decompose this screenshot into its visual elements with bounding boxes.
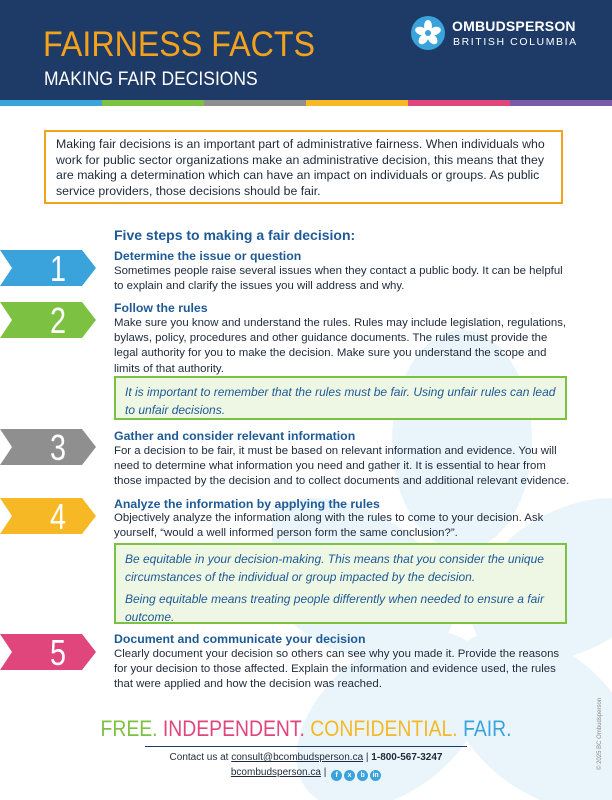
step-2-body: Make sure you know and understand the rules. Rules may include legislation, regulations, bylaws, policy, procedures and other guidance documents. The rules must provide the legal authority for you to make the decision. Make sure you understand the scope and limits of that authority. xyxy=(114,317,567,375)
step-3-title: Gather and consider relevant information xyxy=(114,429,356,443)
step-5-body: Clearly document your decision so others can see why you made it. Provide the reasons for your decision to those affected. Explain the information and evidence used, the rules that were applied and how the decision was reached. xyxy=(114,648,560,691)
website-link[interactable]: bcombudsperson.ca xyxy=(230,767,321,778)
bluesky-icon[interactable]: b xyxy=(357,770,368,781)
color-stripe-green xyxy=(102,100,204,106)
tagline-confidential: CONFIDENTIAL. xyxy=(310,716,458,741)
contact-separator: | xyxy=(365,752,369,763)
tagline-fair: FAIR. xyxy=(463,716,512,741)
color-stripe-yellow xyxy=(306,100,408,106)
step-5-number: 5 xyxy=(50,632,67,673)
step-4-arrow-icon xyxy=(0,496,96,537)
tagline xyxy=(37,718,576,740)
color-stripe-purple xyxy=(510,100,612,106)
equitable-note-text-2: Being equitable means treating people differently when needed to ensure a fair outcome. xyxy=(125,592,544,624)
rules-note-text: It is important to remember that the rules must be fair. Using unfair rules can lead to unfair decisions. xyxy=(125,385,556,417)
color-stripe-pink xyxy=(408,100,510,106)
logo-subtitle: BRITISH COLUMBIA xyxy=(453,36,578,48)
facebook-icon[interactable]: f xyxy=(331,770,342,781)
step-4-title: Analyze the information by applying the rules xyxy=(114,497,380,511)
step-4-body: Objectively analyze the information along with the rules to come to your decision. Ask yourself, “would a well informed person form the same conclusion?”. xyxy=(114,512,544,540)
rules-note-box xyxy=(114,376,567,420)
step-5-arrow-icon xyxy=(0,632,96,673)
step-5-title: Document and communicate your decision xyxy=(114,632,366,646)
color-stripe-gray xyxy=(204,100,306,106)
contact-line xyxy=(0,752,612,763)
step-3-number: 3 xyxy=(50,427,67,468)
intro-box: Making fair decisions is an important part of administrative fairness. When individuals who work for public sector organizations make an administrative decision, this means that they are making a determination which can have an impact on individuals or groups. As public service providers, those decisions should be fair. xyxy=(44,130,563,204)
equitable-note-text-1: Be equitable in your decision-making. This means that you consider the unique circumstances of the individual or group impacted by the decision. xyxy=(125,552,544,584)
step-3-body: For a decision to be fair, it must be based on relevant information and evidence. You will need to determine what information you need and gather it. It is essential to hear from those impacted by the decision and to collect documents and additional relevant evidence. xyxy=(114,445,570,488)
web-separator: | xyxy=(323,767,327,778)
page-subtitle: MAKING FAIR DECISIONS xyxy=(44,69,258,90)
step-2-title: Follow the rules xyxy=(114,301,208,315)
copyright: © 2025 BC Ombudsperson xyxy=(597,697,603,770)
page-header xyxy=(0,0,612,100)
equitable-note-box xyxy=(114,543,567,624)
footer-divider xyxy=(145,746,467,747)
color-stripe-blue xyxy=(0,100,102,106)
tagline-free: FREE. xyxy=(100,716,158,741)
phone-number: 1-800-567-3247 xyxy=(371,752,443,763)
step-1-arrow-icon xyxy=(0,248,96,289)
step-2-arrow-icon xyxy=(0,300,96,341)
steps-heading: Five steps to making a fair decision: xyxy=(114,227,356,243)
tagline-independent: INDEPENDENT. xyxy=(162,716,305,741)
step-3-arrow-icon xyxy=(0,427,96,468)
step-1-title: Determine the issue or question xyxy=(114,249,302,263)
step-1-body: Sometimes people raise several issues when they contact a public body. It can be helpful to explain and clarify the issues you will address and why. xyxy=(114,265,563,293)
x-icon[interactable]: x xyxy=(344,770,355,781)
logo-name: OMBUDSPERSON xyxy=(452,18,576,34)
flower-logo-icon xyxy=(411,16,445,50)
web-line xyxy=(0,767,612,781)
page-title: FAIRNESS FACTS xyxy=(43,25,315,64)
email-link[interactable]: consult@bcombudsperson.ca xyxy=(231,752,364,763)
step-1-number: 1 xyxy=(50,248,67,289)
linkedin-icon[interactable]: in xyxy=(370,770,381,781)
contact-prefix: Contact us at xyxy=(169,752,229,763)
step-4-number: 4 xyxy=(50,496,67,537)
step-2-number: 2 xyxy=(50,300,67,341)
ombudsperson-logo xyxy=(411,16,591,50)
